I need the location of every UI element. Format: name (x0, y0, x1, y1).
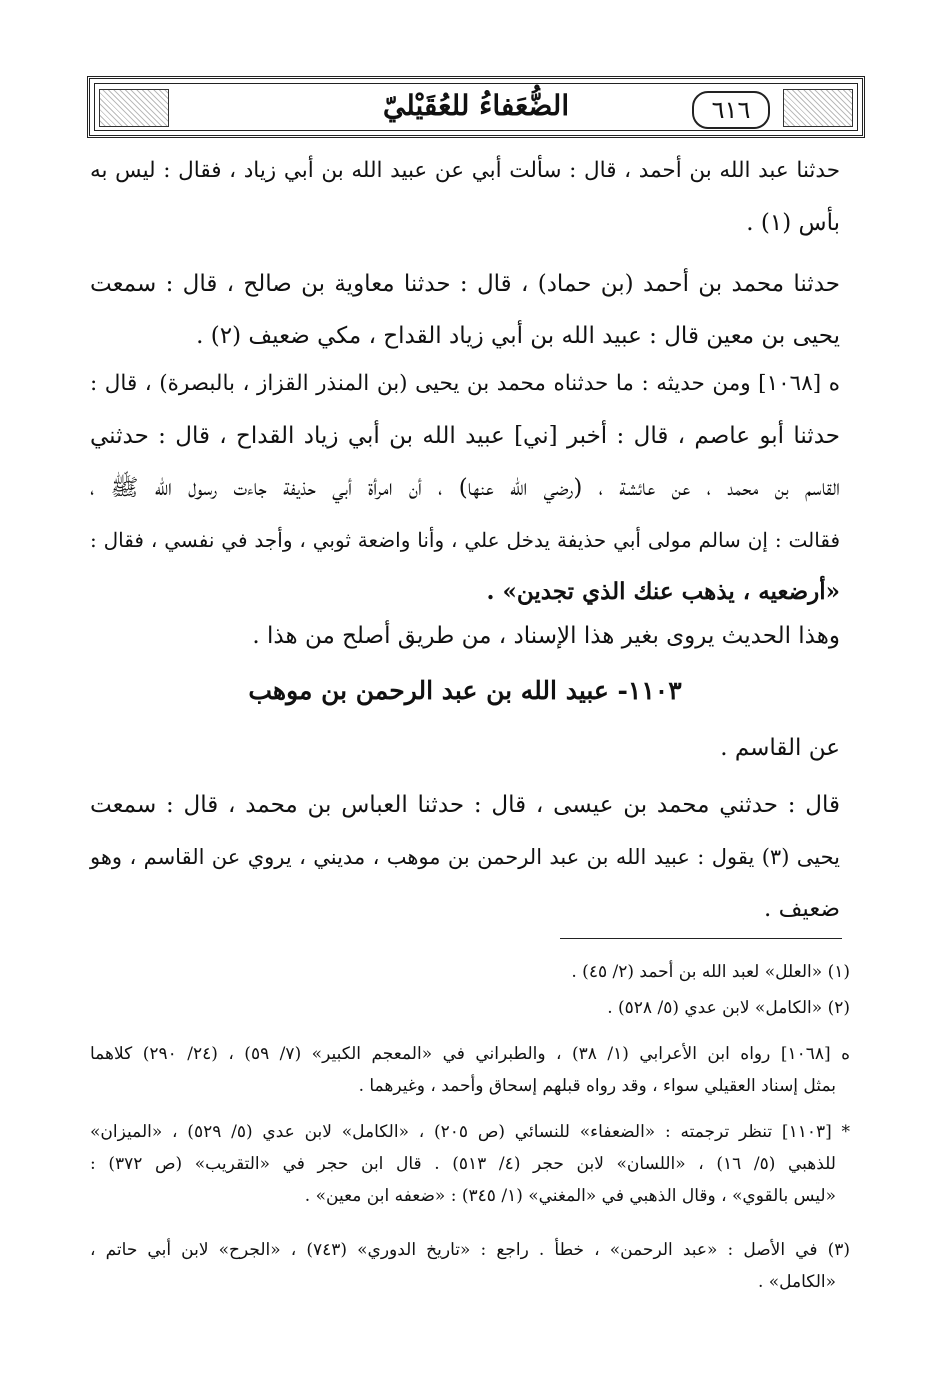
text-line: حدثنا أبو عاصم ، قال : أخبر [ني] عبيد الله بن أبي زياد القداح ، قال : حدثني (90, 423, 840, 449)
text-line: يحيى (٣) يقول : عبيد الله بن عبد الرحمن بن موهب ، مديني ، يروي عن القاسم ، وهو (90, 845, 840, 869)
footnote-line: «الكامل» . (757, 1272, 836, 1292)
footnote-line: (٢) «الكامل» لابن عدي (٥/ ٥٢٨) . (607, 998, 850, 1018)
footnote-line: (٣) في الأصل : «عبد الرحمن» ، خطأ . راجع : «تاريخ الدوري» (٧٤٣) ، «الجرح» لابن أبي حاتم ، (90, 1240, 850, 1260)
page-number: ٦١٦ (692, 91, 770, 129)
text-line: فقالت : إن سالم مولى أبي حذيفة يدخل علي ، وأنا واضعة ثوبي ، وأجد في نفسي ، فقال : (90, 528, 840, 552)
text-line: ه [١٠٦٨] ومن حديثه : ما حدثناه محمد بن يحيى (بن المنذر القزاز ، بالبصرة) ، قال : (90, 371, 840, 396)
footnote-line: «ليس بالقوي» ، وقال الذهبي في «المغني» (١/ ٣٤٥) : «ضعفه ابن معين» . (304, 1186, 836, 1206)
text-line: بأس (١) . (746, 210, 840, 236)
entry-heading: ١١٠٣- عبيد الله بن عبد الرحمن بن موهب (248, 676, 682, 705)
footnote-3 (90, 1234, 850, 1298)
book-title: الضُّعَفاءُ للعُقَيْليّ (382, 89, 570, 122)
paragraph-hadith-1068 (90, 358, 840, 618)
footnote-entry-1103 (90, 1116, 850, 1212)
text-line: وهذا الحديث يروى بغير هذا الإسناد ، من طريق أصلح من هذا . (252, 623, 840, 649)
footnote-line: ه [١٠٦٨] رواه ابن الأعرابي (١/ ٣٨) ، والطبراني في «المعجم الكبير» (٧/ ٥٩) ، (٢٤/ ٢٩٠) كلاهما (90, 1044, 851, 1064)
footnote-line: للذهبي (٥/ ١٦) ، «اللسان» لابن حجر (٤/ ٥١٣) . قال ابن حجر في «التقريب» (ص ٣٧٢) : (90, 1154, 836, 1174)
footnote-line: * [١١٠٣] تنظر ترجمته : «الضعفاء» للنسائي (ص ٢٠٥) ، «الكامل» لابن عدي (٥/ ٥٢٩) ، «الميزان» (90, 1122, 851, 1142)
text-line: القاسم بن محمد ، عن عائشة ، (رضي الله عنها) ، أن امرأة أبي حذيفة جاءت رسول الله ﷺ ، (90, 475, 840, 501)
paragraph-6 (90, 779, 840, 935)
footnote-1 (90, 956, 850, 988)
footnote-line: بمثل إسناد العقيلي سواء ، وقد رواه قبلهم إسحاق وأحمد ، وغيرهما . (358, 1076, 836, 1096)
text-line: قال : حدثني محمد بن عيسى ، قال : حدثنا العباس بن محمد ، قال : سمعت (90, 792, 840, 818)
text-line: حدثنا عبد الله بن أحمد ، قال : سألت أبي عن عبيد الله بن أبي زياد ، فقال : ليس به (90, 158, 840, 183)
text-line: عن القاسم . (720, 735, 840, 761)
footnote-separator (560, 938, 842, 939)
paragraph-5 (90, 722, 840, 774)
text-line: يحيى بن معين قال : عبيد الله بن أبي زياد القداح ، مكي ضعيف (٢) . (196, 323, 840, 349)
text-line: ضعيف . (764, 896, 840, 922)
page-header (87, 76, 865, 138)
text-line: «أرضعيه ، يذهب عنك الذي تجدين» . (486, 578, 840, 605)
paragraph-2 (90, 258, 840, 362)
text-line: حدثنا محمد بن أحمد (بن حماد) ، قال : حدثنا معاوية بن صالح ، قال : سمعت (90, 271, 840, 297)
paragraph-1 (90, 145, 840, 249)
footnote-2 (90, 992, 850, 1024)
paragraph-4 (90, 610, 840, 662)
footnote-line: (١) «العلل» لعبد الله بن أحمد (٢/ ٤٥) . (571, 962, 850, 982)
footnote-hadith-1068 (90, 1038, 850, 1102)
